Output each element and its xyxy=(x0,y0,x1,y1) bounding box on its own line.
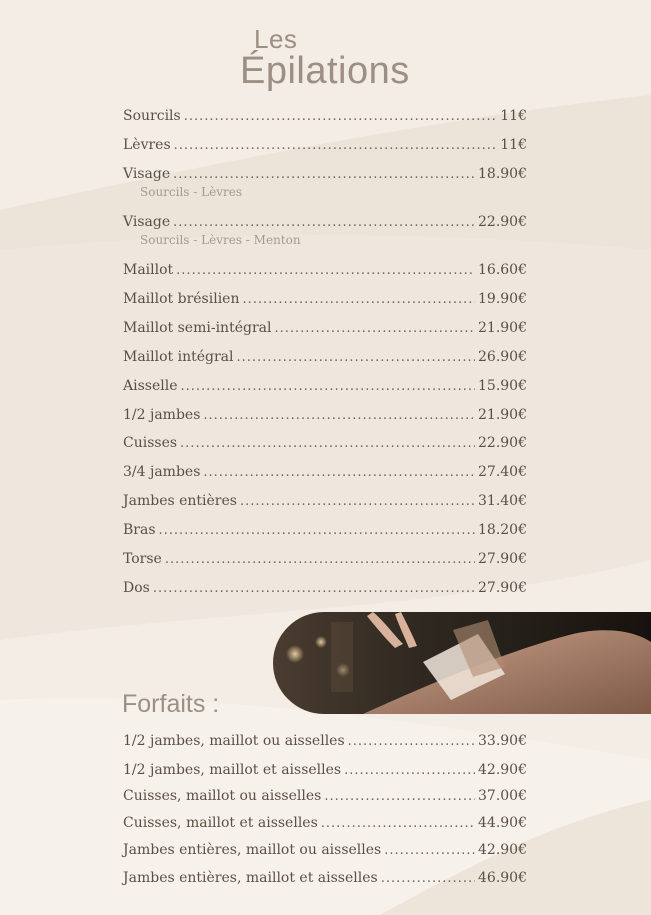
dot-leader xyxy=(159,522,475,540)
services-list xyxy=(123,377,527,395)
price-row xyxy=(123,521,527,539)
price-row xyxy=(123,550,527,568)
dot-leader xyxy=(381,870,475,888)
price-row xyxy=(123,348,527,366)
dot-leader xyxy=(203,464,475,482)
price-row xyxy=(123,761,527,779)
dot-leader xyxy=(153,580,475,598)
price-row xyxy=(123,463,527,481)
forfaits-list xyxy=(123,761,527,779)
services-list xyxy=(123,492,527,510)
forfait-label: Cuisses, maillot et aisselles xyxy=(123,815,318,831)
forfait-label: Jambes entières, maillot ou aisselles xyxy=(123,842,382,858)
page-title: Épilations xyxy=(240,50,410,92)
price-row xyxy=(123,261,527,279)
price-row xyxy=(123,319,527,337)
services-list xyxy=(123,434,527,452)
service-price: 19.90€ xyxy=(478,291,527,307)
forfait-label: 1/2 jambes, maillot ou aisselles xyxy=(123,733,345,749)
dot-leader xyxy=(180,378,475,396)
forfaits-list xyxy=(123,869,527,887)
service-price: 22.90€ xyxy=(478,214,527,230)
dot-leader xyxy=(173,214,475,232)
price-row xyxy=(123,492,527,510)
forfait-price: 42.90€ xyxy=(478,762,527,778)
price-row xyxy=(123,406,527,424)
service-detail: Sourcils - Lèvres xyxy=(140,185,242,199)
service-label: Torse xyxy=(123,551,162,567)
service-price: 31.40€ xyxy=(478,493,527,509)
price-row xyxy=(123,579,527,597)
forfait-price: 46.90€ xyxy=(478,870,527,886)
dot-leader xyxy=(321,815,475,833)
service-price: 18.20€ xyxy=(478,522,527,538)
services-list xyxy=(123,213,527,231)
forfait-label: Jambes entières, maillot et aisselles xyxy=(123,870,378,886)
price-row xyxy=(123,787,527,805)
price-row xyxy=(123,732,527,750)
services-list xyxy=(123,290,527,308)
service-price: 27.90€ xyxy=(478,551,527,567)
service-price: 21.90€ xyxy=(478,320,527,336)
forfait-price: 42.90€ xyxy=(478,842,527,858)
price-row xyxy=(123,107,527,125)
services-list xyxy=(123,550,527,568)
forfait-price: 44.90€ xyxy=(478,815,527,831)
dot-leader xyxy=(165,551,475,569)
service-label: Visage xyxy=(123,166,171,182)
waxing-photo xyxy=(273,612,651,714)
service-detail: Sourcils - Lèvres - Menton xyxy=(140,233,301,247)
price-row xyxy=(123,869,527,887)
service-price: 27.90€ xyxy=(478,580,527,596)
forfait-price: 37.00€ xyxy=(478,788,527,804)
forfaits-list xyxy=(123,732,527,750)
services-list xyxy=(123,319,527,337)
service-label: Dos xyxy=(123,580,150,596)
service-price: 26.90€ xyxy=(478,349,527,365)
service-price: 11€ xyxy=(500,108,527,124)
dot-leader xyxy=(184,108,498,126)
service-label: Maillot semi-intégral xyxy=(123,320,272,336)
dot-leader xyxy=(240,493,475,511)
services-list xyxy=(123,579,527,597)
service-price: 18.90€ xyxy=(478,166,527,182)
forfaits-list xyxy=(123,814,527,832)
services-list xyxy=(123,521,527,539)
price-row xyxy=(123,434,527,452)
dot-leader xyxy=(242,291,475,309)
forfaits-list xyxy=(123,787,527,805)
service-price: 21.90€ xyxy=(478,407,527,423)
service-price: 11€ xyxy=(500,137,527,153)
price-row xyxy=(123,165,527,183)
price-row xyxy=(123,814,527,832)
services-list xyxy=(123,463,527,481)
dot-leader xyxy=(180,435,475,453)
service-label: Maillot brésilien xyxy=(123,291,240,307)
dot-leader xyxy=(173,166,475,184)
service-label: Jambes entières xyxy=(123,493,237,509)
title-small: Les xyxy=(254,24,298,54)
service-price: 27.40€ xyxy=(478,464,527,480)
forfait-label: 1/2 jambes, maillot et aisselles xyxy=(123,762,342,778)
service-price: 16.60€ xyxy=(478,262,527,278)
dot-leader xyxy=(348,733,475,751)
services-list xyxy=(123,107,527,125)
dot-leader xyxy=(324,788,475,806)
services-list xyxy=(123,406,527,424)
service-price: 22.90€ xyxy=(478,435,527,451)
service-price: 15.90€ xyxy=(478,378,527,394)
services-list xyxy=(123,348,527,366)
dot-leader xyxy=(384,842,475,860)
forfait-price: 33.90€ xyxy=(478,733,527,749)
service-label: Maillot intégral xyxy=(123,349,234,365)
service-label: Maillot xyxy=(123,262,174,278)
service-label: 3/4 jambes xyxy=(123,464,201,480)
service-label: Cuisses xyxy=(123,435,178,451)
service-label: Visage xyxy=(123,214,171,230)
dot-leader xyxy=(203,407,475,425)
price-row xyxy=(123,136,527,154)
dot-leader xyxy=(237,349,475,367)
dot-leader xyxy=(176,262,475,280)
service-label: Sourcils xyxy=(123,108,181,124)
forfaits-title: Forfaits : xyxy=(122,690,220,718)
dot-leader xyxy=(344,762,475,780)
forfait-label: Cuisses, maillot ou aisselles xyxy=(123,788,322,804)
services-list xyxy=(123,261,527,279)
service-label: Bras xyxy=(123,522,156,538)
price-row xyxy=(123,377,527,395)
service-label: Lèvres xyxy=(123,137,171,153)
forfaits-list xyxy=(123,841,527,859)
service-label: 1/2 jambes xyxy=(123,407,201,423)
dot-leader xyxy=(174,137,498,155)
price-row xyxy=(123,290,527,308)
dot-leader xyxy=(274,320,475,338)
services-list xyxy=(123,165,527,183)
price-row xyxy=(123,213,527,231)
services-list xyxy=(123,136,527,154)
price-row xyxy=(123,841,527,859)
service-label: Aisselle xyxy=(123,378,178,394)
